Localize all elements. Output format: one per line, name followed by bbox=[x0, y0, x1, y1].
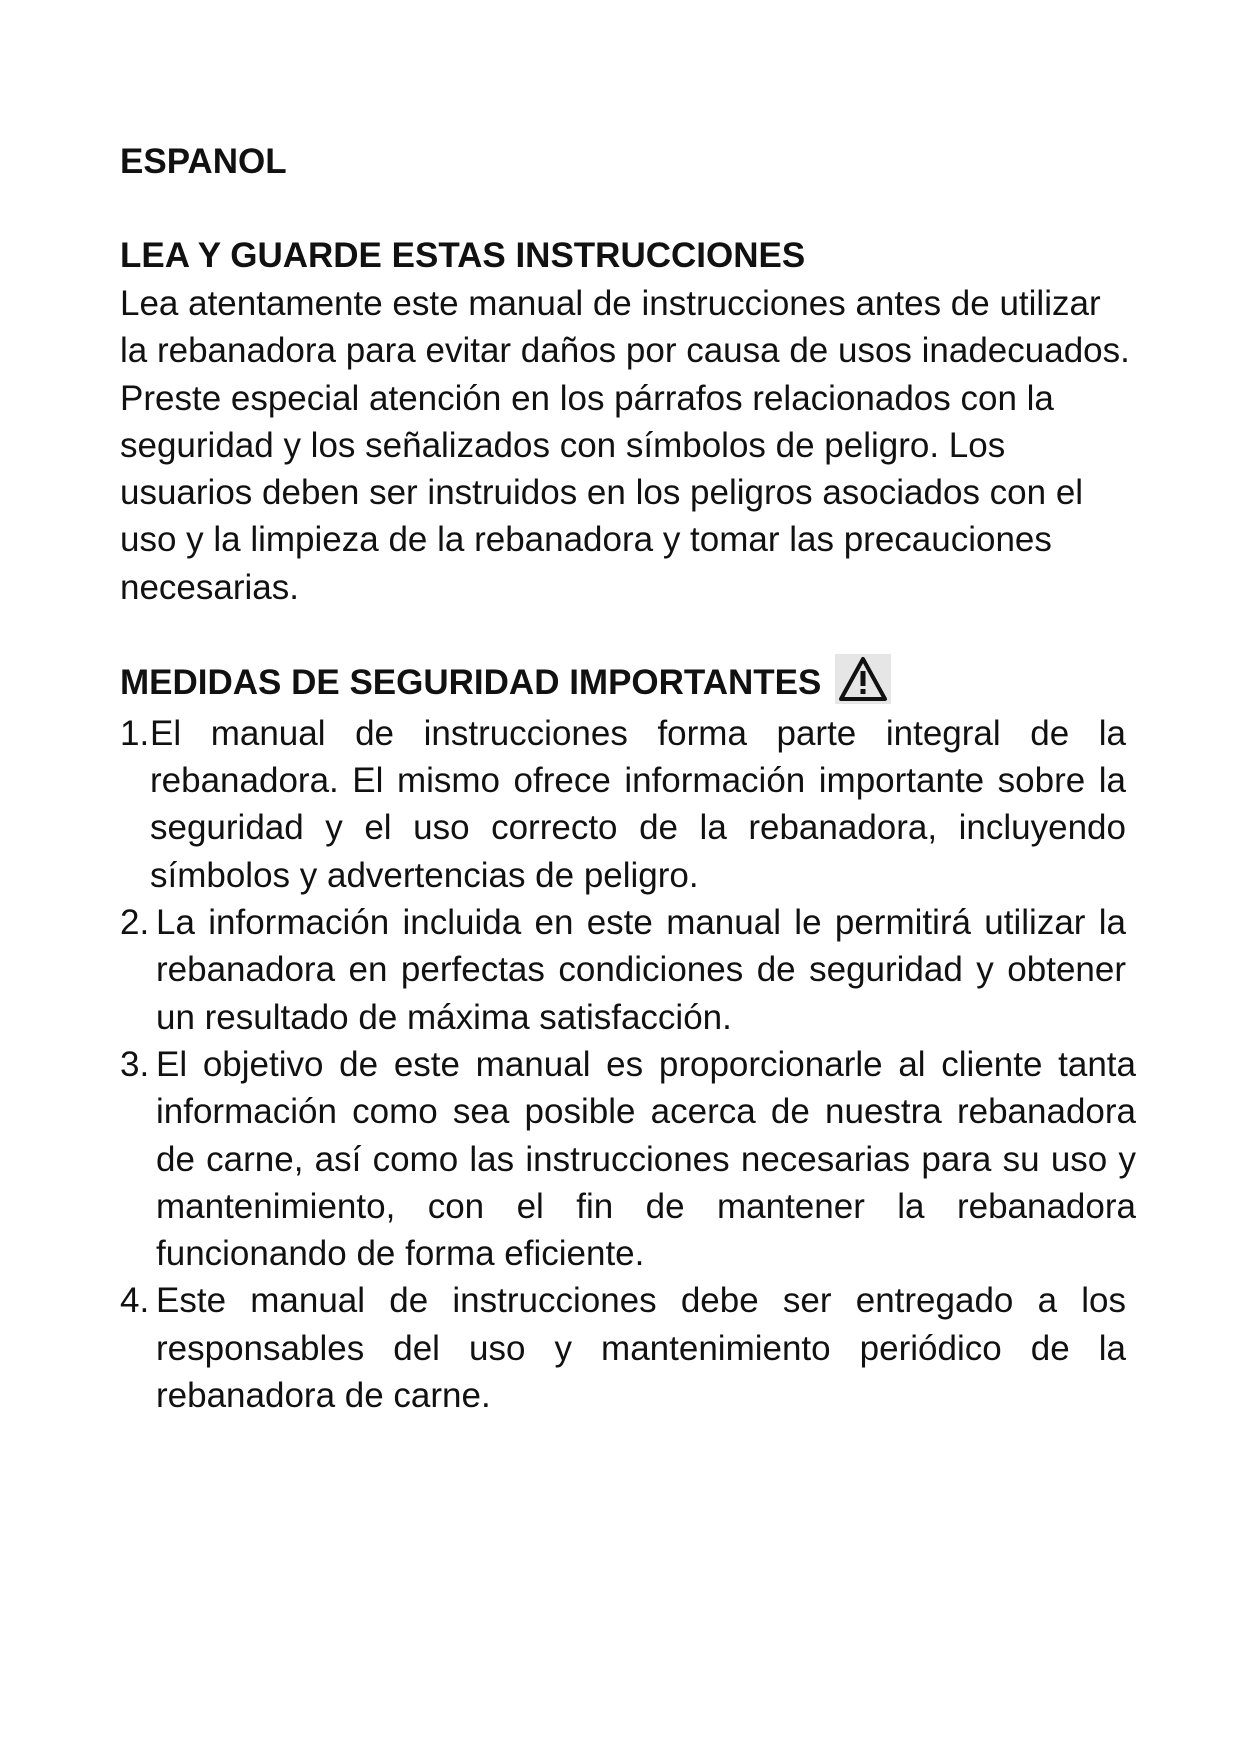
document-page bbox=[120, 138, 1150, 1419]
list-item-number: 4. bbox=[120, 1281, 150, 1321]
list-item bbox=[120, 1277, 1126, 1419]
list-item bbox=[120, 1041, 1136, 1277]
read-section-title: LEA Y GUARDE ESTAS INSTRUCCIONES bbox=[120, 236, 806, 275]
language-heading: ESPANOL bbox=[120, 142, 287, 181]
list-item-number: 2. bbox=[120, 903, 150, 943]
list-item-text: El manual de instrucciones forma parte integral de la rebanadora. El mismo ofrece información importante sobre la seguridad y el uso correcto de la rebanadora, incluyendo símbolos y advertencias de peligro. bbox=[150, 713, 1126, 895]
safety-section-title: MEDIDAS DE SEGURIDAD IMPORTANTES bbox=[120, 663, 822, 703]
list-item-number: 3. bbox=[120, 1044, 150, 1084]
list-item bbox=[120, 710, 1126, 899]
safety-list bbox=[120, 710, 1150, 1419]
safety-section-heading bbox=[120, 659, 1150, 710]
read-section-body: Lea atentamente este manual de instrucciones antes de utilizar la rebanadora para evitar daños por causa de usos inadecuados. Preste especial atención en los párrafos relacionados con la seguridad y los señalizados con símbolos de peligro. Los usuarios deben ser instruidos en los peligros asociados con el uso y la limpieza de la rebanadora y tomar las precauciones necesarias. bbox=[120, 284, 1130, 607]
spacer bbox=[120, 611, 1150, 659]
warning-triangle-icon bbox=[835, 654, 891, 704]
list-item-text: La información incluida en este manual le permitirá utilizar la rebanadora en perfectas condiciones de seguridad y obtener un resultado de máxima satisfacción. bbox=[156, 903, 1126, 1037]
spacer bbox=[120, 186, 1150, 232]
list-item-text: El objetivo de este manual es proporcionarle al cliente tanta información como sea posible acerca de nuestra rebanadora de carne, así como las instrucciones necesarias para su uso y mantenimiento, con el fin de mantener la rebanadora funcionando de forma eficiente. bbox=[156, 1044, 1136, 1274]
list-item-number: 1. bbox=[120, 713, 150, 753]
list-item-text: Este manual de instrucciones debe ser entregado a los responsables del uso y mantenimiento periódico de la rebanadora de carne. bbox=[156, 1281, 1126, 1415]
list-item bbox=[120, 899, 1126, 1041]
